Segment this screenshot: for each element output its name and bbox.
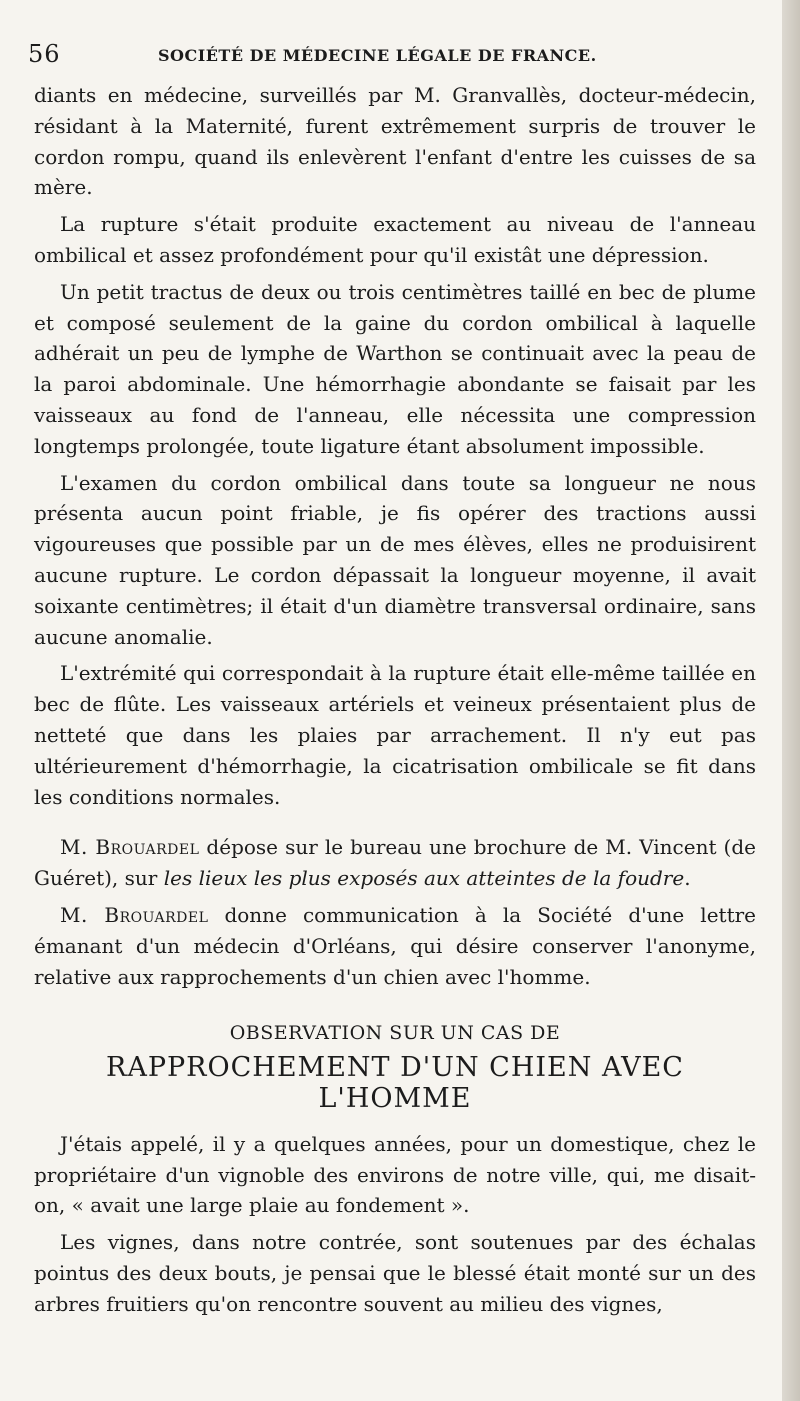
announcement-end: . (684, 866, 691, 891)
running-head: SOCIÉTÉ DE MÉDECINE LÉGALE DE FRANCE. (158, 46, 597, 65)
page-header (28, 40, 748, 80)
announcement-brochure (34, 832, 756, 894)
paragraph: La rupture s'était produite exactement au niveau de l'anneau ombilical et assez profondément pour qu'il existât une dépression. (34, 212, 756, 267)
paragraph: Un petit tractus de deux ou trois centimètres taillé en bec de plume et composé seulement de la gaine du cordon ombilical à laquelle adhérait un peu de lymphe de Warthon se continuait avec la peau de la paroi abdominale. Une hémorrhagie abondante se faisait par les vaisseaux au fond de l'anneau, elle nécessita une compression longtemps prolongée, toute ligature étant absolument impossible. (34, 279, 756, 458)
announcement-letter (34, 900, 756, 992)
paragraph: Les vignes, dans notre contrée, sont soutenues par des échalas pointus des deux bouts, je pensai que le blessé était monté sur un des arbres fruitiers qu'on rencontre souvent au milieu des vignes, (34, 1230, 756, 1316)
paragraph: J'étais appelé, il y a quelques années, pour un domestique, chez le propriétaire d'un vignoble des environs de notre ville, qui, me disait-on, « avait une large plaie au fondement ». (34, 1131, 756, 1218)
observation-heading (34, 1018, 756, 1114)
speaker-name: M. Brouardel (60, 902, 209, 927)
speaker-name: M. Brouardel (60, 835, 200, 860)
brochure-title: les lieux les plus exposés aux atteintes de la foudre (163, 866, 685, 891)
page-edge-shadow (782, 0, 800, 1401)
announcement-text: donne communication à la Société d'une lettre émanant d'un médecin d'Orléans, qui désire conserver l'anonyme, relative aux rapprochements d'un chien avec l'homme. (34, 902, 757, 989)
announcement-text: dépose sur le bureau une brochure de M. Vincent (de Guéret), sur (34, 835, 756, 891)
paragraph: L'examen du cordon ombilical dans toute sa longueur ne nous présenta aucun point friable, je fis opérer des tractions aussi vigoureuses que possible par un de mes élèves, elles ne produisirent aucune rupture. Le cordon dépassait la longueur moyenne, il avait soixante centimètres; il était d'un diamètre transversal ordinaire, sans aucune anomalie. (34, 470, 756, 649)
page-number: 56 (28, 40, 61, 68)
paragraph: L'extrémité qui correspondait à la rupture était elle-même taillée en bec de flûte. Les vaisseaux artériels et veineux présentaient plus de netteté que dans les plaies par arrachement. Il n'y eut pas ultérieurement d'hémorrhagie, la cicatrisation ombilicale se fit dans les conditions normales. (34, 661, 756, 809)
observation-subtitle: OBSERVATION SUR UN CAS DE (229, 1022, 561, 1045)
paragraph-continuation: diants en médecine, surveillés par M. Granvallès, docteur-médecin, résidant à la Maternité, furent extrêmement surpris de trouver le cordon rompu, quand ils enlevèrent l'enfant d'entre les cuisses de sa mère. (34, 83, 756, 200)
body-text (34, 80, 756, 1319)
observation-title: RAPPROCHEMENT D'UN CHIEN AVEC L'HOMME (106, 1052, 684, 1114)
